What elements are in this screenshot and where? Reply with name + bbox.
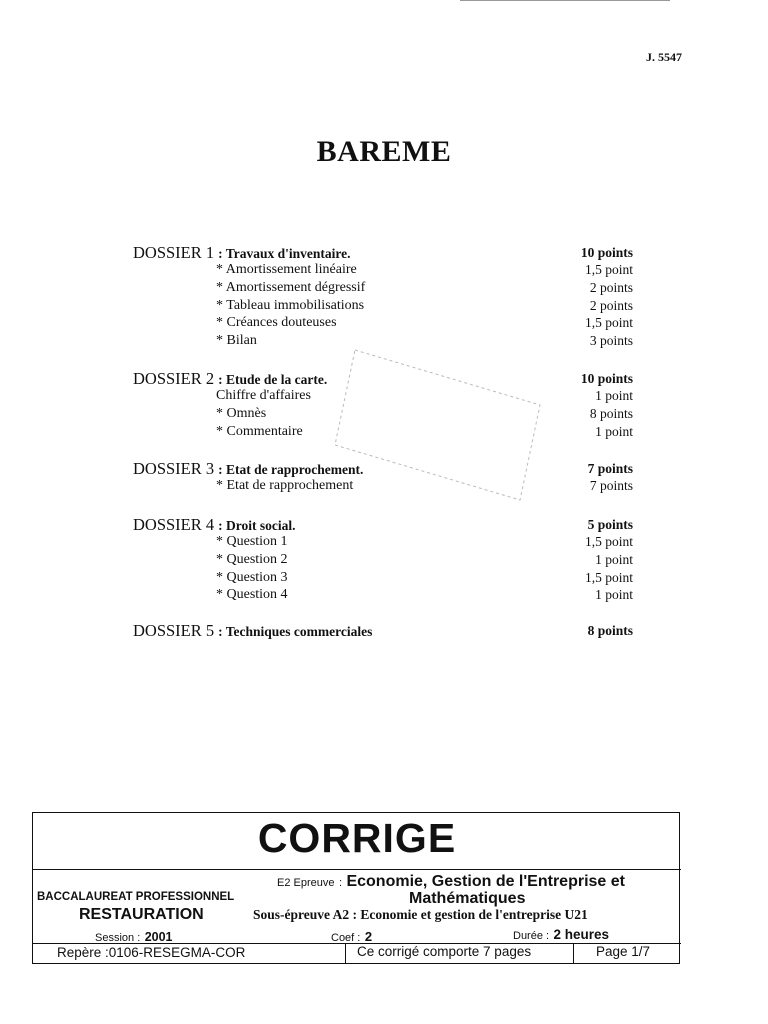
- dossier-label: DOSSIER 5: [133, 621, 215, 640]
- bareme-item-points: 2 points: [589, 279, 633, 295]
- dossier-subtitle: : Techniques commerciales: [218, 624, 373, 639]
- bareme-item: * Question 1: [216, 534, 288, 549]
- bareme-item: * Etat de rapprochement: [216, 478, 354, 493]
- bareme-item: * Bilan: [216, 333, 257, 349]
- dossier-subtitle: : Droit social.: [218, 518, 296, 533]
- bareme-item: * Tableau immobilisations: [216, 297, 365, 313]
- page-title: BAREME: [316, 135, 452, 168]
- bareme-item-points: 1 point: [595, 587, 633, 603]
- bareme-item-points: 1 point: [595, 388, 633, 403]
- dossier-1-heading: [133, 243, 351, 263]
- footer-divider-top: [33, 869, 681, 870]
- epreuve-name-2: Mathématiques: [409, 890, 526, 907]
- pages-note: Ce corrigé comporte 7 pages: [357, 944, 532, 959]
- bareme-item-points: 1,5 point: [584, 262, 633, 277]
- duree: [513, 926, 609, 944]
- bareme-item: Chiffre d'affaires: [216, 388, 311, 403]
- epreuve-prefix: E2 Epreuve: [277, 877, 335, 889]
- sous-epreuve: Sous-épreuve A2 : Economie et gestion de l'entreprise U21: [253, 907, 588, 922]
- bac-label: BACCALAUREAT PROFESSIONNEL: [37, 891, 235, 903]
- footer-cell-divider-2: [573, 943, 574, 963]
- dossier-subtitle: : Etat de rapprochement.: [218, 462, 364, 477]
- document-reference: J. 5547: [646, 50, 682, 64]
- dossier-5-heading: [133, 621, 372, 641]
- dossier-subtitle: : Travaux d'inventaire.: [218, 246, 351, 261]
- dossier-label: DOSSIER 3: [133, 459, 215, 478]
- coef-value: 2: [364, 929, 373, 944]
- dossier-4-points: 5 points: [587, 517, 633, 532]
- bareme-item-points: 3 points: [589, 333, 633, 349]
- bareme-item: * Question 2: [216, 551, 288, 567]
- dossier-3-heading: [133, 459, 363, 479]
- dossier-label: DOSSIER 4: [133, 515, 215, 534]
- bareme-item: * Amortissement linéaire: [216, 262, 357, 277]
- duree-label: Durée :: [513, 930, 550, 942]
- dossier-5-points: 8 points: [587, 623, 633, 638]
- dossier-2-heading: [133, 369, 327, 389]
- bareme-item-points: 2 points: [589, 297, 633, 313]
- footer-cell-divider-1: [345, 943, 346, 963]
- dossier-3-points: 7 points: [587, 461, 633, 476]
- bareme-item-points: 1 point: [595, 551, 633, 567]
- epreuve-name-1: Economie, Gestion de l'Entreprise et: [346, 873, 625, 890]
- bareme-item: * Question 3: [216, 569, 288, 585]
- bareme-item: * Commentaire: [216, 423, 303, 439]
- bareme-item: * Omnès: [216, 405, 267, 421]
- dossier-1-points: 10 points: [580, 245, 633, 260]
- footer-box: [32, 812, 680, 964]
- dossier-2-points: 10 points: [580, 371, 633, 386]
- repere: Repère :0106-RESEGMA-COR: [57, 945, 246, 960]
- bareme-item-points: 1 point: [595, 423, 633, 439]
- session-value: 2001: [144, 930, 173, 944]
- page-number: Page 1/7: [596, 944, 651, 959]
- dossier-4-heading: [133, 515, 296, 535]
- coef-label: Coef :: [331, 932, 361, 944]
- session-label: Session :: [95, 932, 141, 944]
- bareme-item-points: 1,5 point: [584, 534, 633, 549]
- epreuve-sep: :: [338, 877, 342, 889]
- bareme-item-points: 7 points: [589, 478, 633, 493]
- epreuve-line: [277, 873, 625, 891]
- bareme-item-points: 1,5 point: [584, 315, 633, 331]
- bareme-item: * Amortissement dégressif: [216, 279, 366, 295]
- dossier-label: DOSSIER 2: [133, 369, 215, 388]
- bareme-item-points: 1,5 point: [584, 569, 633, 585]
- bareme-item: * Question 4: [216, 587, 288, 603]
- dossier-subtitle: : Etude de la carte.: [218, 372, 328, 387]
- top-rule: [460, 0, 670, 1]
- corrige-title: CORRIGE: [257, 815, 457, 861]
- bareme-item: * Créances douteuses: [216, 315, 337, 331]
- specialite: RESTAURATION: [79, 906, 204, 923]
- dossier-label: DOSSIER 1: [133, 243, 215, 262]
- bareme-item-points: 8 points: [589, 405, 633, 421]
- duree-value: 2 heures: [553, 927, 610, 942]
